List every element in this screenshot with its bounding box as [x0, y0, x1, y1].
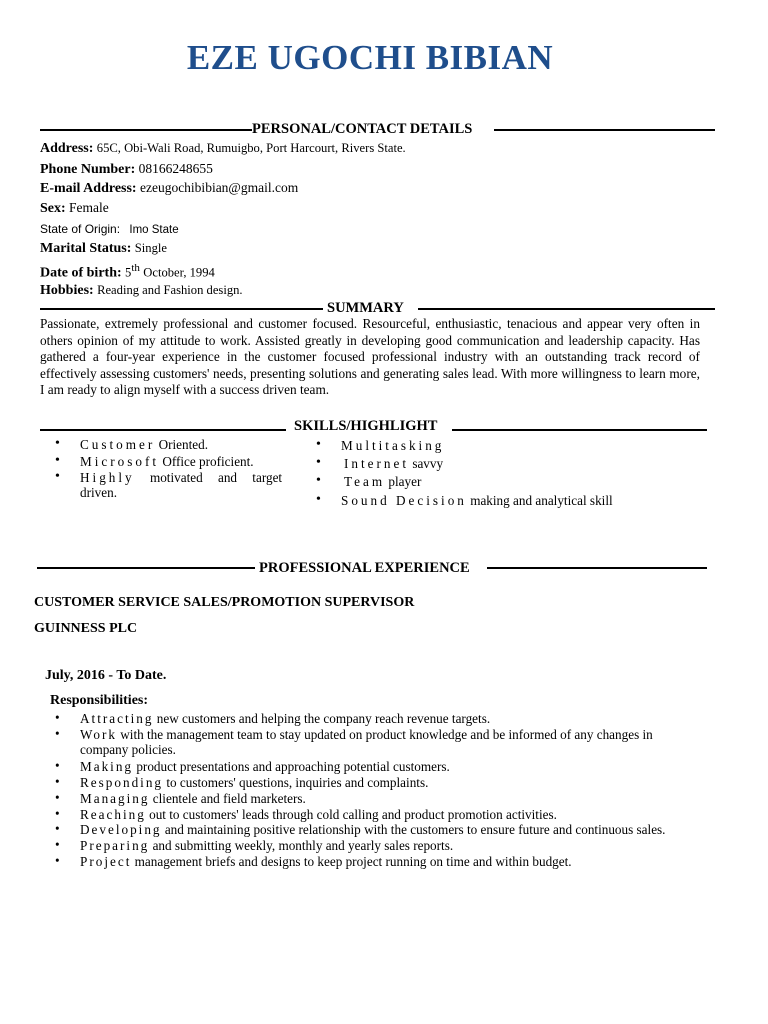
bullet-icon: • [316, 455, 321, 470]
skill-text: player [385, 474, 422, 489]
sex-label: Sex: [40, 201, 66, 216]
section-skills-header [40, 418, 710, 438]
bullet-icon: • [55, 710, 60, 725]
skill-text: Office proficient. [159, 454, 254, 469]
phone-value: 08166248655 [138, 161, 213, 176]
resume-name: EZE UGOCHI BIBIAN [186, 38, 554, 77]
bullet-icon: • [55, 821, 60, 836]
responsibility-text: and maintaining positive relationship with the customers to ensure future and continuous sales. [161, 822, 666, 837]
responsibility-keyword: Reaching [80, 807, 146, 822]
rule-right [418, 308, 715, 310]
job-dates: July, 2016 - To Date. [45, 668, 167, 683]
skill-text: driven. [80, 485, 117, 500]
email-value: ezeugochibibian@gmail.com [139, 180, 299, 195]
responsibility-text: with the management team to stay updated on product knowledge and be informed of any changes in [116, 727, 653, 742]
phone-label: Phone Number: [40, 162, 136, 177]
dob-rest: October, 1994 [143, 265, 215, 280]
dob-day: 5 [125, 265, 132, 280]
responsibility-text: out to customers' leads through cold calling and product promotion activities. [145, 807, 557, 822]
address-value: 65C, Obi-Wali Road, Rumuigbo, Port Harcourt, Rivers State. [96, 141, 406, 155]
skill-keyword: Sound Decision [341, 493, 467, 508]
hobbies-row [40, 282, 243, 299]
bullet-icon: • [55, 837, 60, 852]
skill-text: making and analytical skill [466, 493, 613, 508]
bullet-icon: • [316, 437, 321, 452]
responsibility-keyword: Project [80, 854, 132, 869]
responsibility-text: clientele and field marketers. [149, 791, 306, 806]
origin-value: Imo State [129, 224, 179, 236]
skill-keyword: Microsoft [80, 454, 160, 469]
section-contact-title: PERSONAL/CONTACT DETAILS [252, 121, 473, 137]
skill-keyword: Highly [80, 470, 135, 485]
job-title: CUSTOMER SERVICE SALES/PROMOTION SUPERVISOR [34, 595, 415, 610]
bullet-icon: • [55, 790, 60, 805]
skill-keyword: Internet [344, 456, 410, 471]
marital-row [40, 240, 167, 257]
email-row [40, 180, 298, 197]
section-skills-title: SKILLS/HIGHLIGHT [294, 418, 438, 434]
bullet-icon: • [55, 758, 60, 773]
responsibility-keyword: Work [80, 727, 117, 742]
responsibility-keyword: Responding [80, 775, 164, 790]
responsibility-keyword: Attracting [80, 711, 154, 726]
bullet-icon: • [55, 726, 60, 741]
bullet-icon: • [55, 436, 60, 451]
rule-right [494, 129, 715, 131]
rule-left [40, 129, 252, 131]
rule-right [487, 567, 707, 569]
dob-label: Date of birth: [40, 265, 122, 281]
responsibility-text: and submitting weekly, monthly and yearly sales reports. [149, 838, 454, 853]
bullet-icon: • [55, 806, 60, 821]
responsibility-keyword: Preparing [80, 838, 150, 853]
skill-text: Oriented. [155, 437, 209, 452]
section-experience-header [37, 560, 707, 580]
skill-keyword: Customer [80, 437, 156, 452]
section-contact-header [40, 121, 715, 141]
skill-text: motivated and target [134, 470, 283, 485]
origin-label: State of Origin: [40, 222, 121, 236]
sex-row [40, 200, 109, 217]
sex-value: Female [69, 200, 109, 215]
responsibility-text: company policies. [80, 742, 176, 757]
section-summary-title: SUMMARY [327, 300, 404, 316]
bullet-icon: • [316, 492, 321, 507]
bullet-icon: • [55, 453, 60, 468]
marital-value: Single [134, 241, 167, 255]
bullet-icon: • [55, 774, 60, 789]
responsibility-text: management briefs and designs to keep project running on time and within budget. [131, 854, 572, 869]
responsibility-text: to customers' questions, inquiries and complaints. [163, 775, 429, 790]
responsibility-keyword: Managing [80, 791, 150, 806]
bullet-icon: • [316, 473, 321, 488]
hobbies-value: Reading and Fashion design. [97, 283, 243, 297]
dob-suffix: th [131, 262, 140, 274]
responsibility-text: product presentations and approaching potential customers. [133, 759, 450, 774]
marital-label: Marital Status: [40, 241, 132, 256]
phone-row [40, 161, 213, 178]
address-row [40, 140, 406, 157]
summary-text: Passionate, extremely professional and customer focused. Resourceful, enthusiastic, tenacious and appear very often in others opinion of my attitude to work. Assisted greatly in developing good communication and leadership capacity. Has gathered a four-year experience in the customer focused professional industry with an outstanding track record of effectively assessing customers' needs, presenting solutions and generating sales lead. With more willingness to learn more, I am ready to align myself with a success driven team. [40, 316, 700, 398]
bullet-icon: • [55, 853, 60, 868]
skill-keyword: Team [344, 474, 386, 489]
bullet-icon: • [55, 469, 60, 484]
dob-row [40, 262, 215, 282]
hobbies-label: Hobbies: [40, 283, 94, 298]
responsibility-keyword: Developing [80, 822, 162, 837]
responsibility-text: new customers and helping the company reach revenue targets. [153, 711, 491, 726]
skill-keyword: Multitasking [341, 438, 445, 453]
company-name: GUINNESS PLC [34, 621, 138, 636]
rule-left [40, 308, 323, 310]
skill-text: savvy [409, 456, 444, 471]
origin-row [40, 222, 179, 236]
rule-right [452, 429, 707, 431]
email-label: E-mail Address: [40, 181, 137, 196]
section-experience-title: PROFESSIONAL EXPERIENCE [259, 560, 470, 576]
responsibility-keyword: Making [80, 759, 134, 774]
rule-left [40, 429, 286, 431]
rule-left [37, 567, 255, 569]
address-label: Address: [40, 141, 94, 156]
responsibilities-label: Responsibilities: [50, 693, 149, 708]
